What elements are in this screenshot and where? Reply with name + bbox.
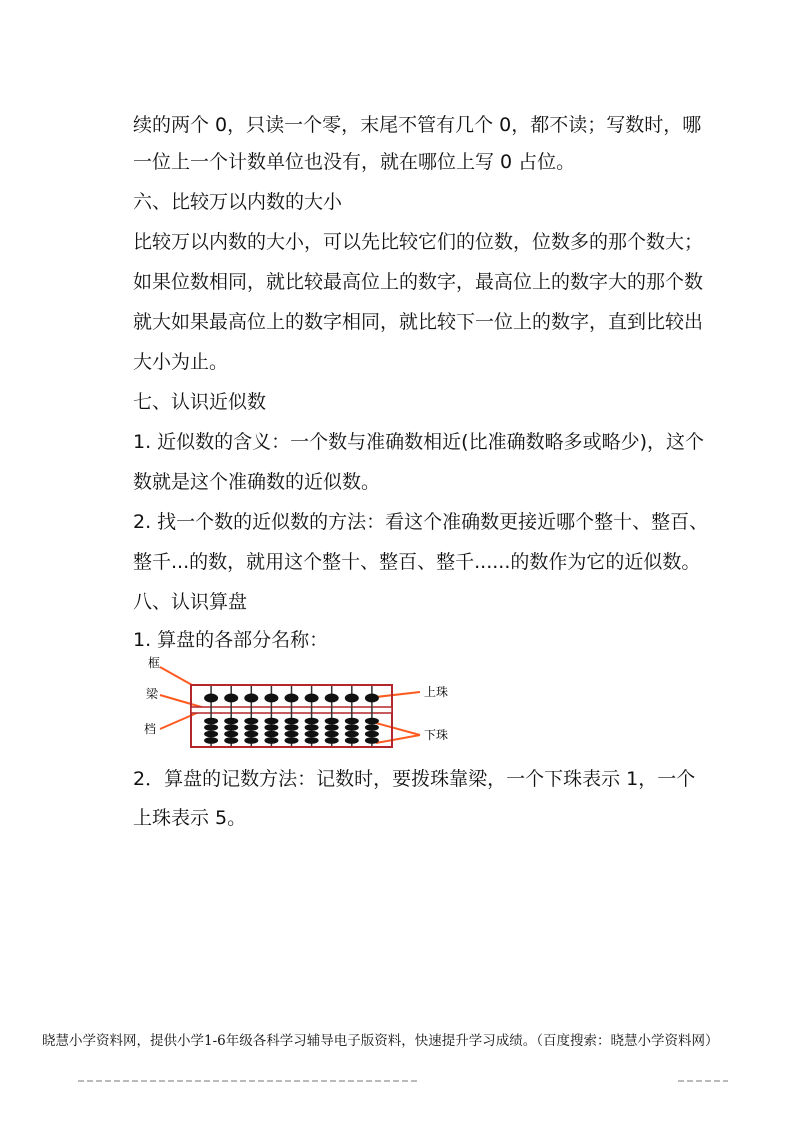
upper-bead <box>345 694 359 703</box>
lower-bead <box>325 731 339 738</box>
text-line-12: 整千...的数，就用这个整十、整百、整千......的数作为它的近似数。 <box>133 551 701 573</box>
upper-bead <box>325 694 339 703</box>
text-line-10: 数就是这个准确数的近似数。 <box>133 471 381 493</box>
upper-bead <box>365 694 379 703</box>
label-frame: 框 <box>148 656 161 670</box>
section-heading-6: 六、比较万以内数的大小 <box>133 191 343 213</box>
lower-bead <box>345 718 359 725</box>
text-line-9: 1. 近似数的含义：一个数与准确数相近(比准确数略多或略少)，这个 <box>133 431 704 453</box>
upper-bead-pointer <box>376 692 420 697</box>
upper-bead <box>204 694 218 703</box>
label-lower-bead: 下珠 <box>424 728 449 742</box>
lower-bead <box>264 724 278 731</box>
lower-bead <box>204 731 218 738</box>
lower-bead <box>345 724 359 731</box>
lower-bead <box>305 718 319 725</box>
frame-pointer <box>160 667 192 685</box>
lower-bead <box>224 718 238 725</box>
lower-bead <box>305 737 319 744</box>
text-line-2: 一位上一个计数单位也没有，就在哪位上写 0 占位。 <box>133 151 576 173</box>
lower-bead <box>365 737 379 744</box>
lower-bead <box>244 724 258 731</box>
lower-bead <box>365 718 379 725</box>
text-line-14: 1. 算盘的各部分名称： <box>133 629 329 651</box>
text-line-4: 比较万以内数的大小，可以先比较它们的位数，位数多的那个数大； <box>133 231 704 253</box>
upper-bead <box>244 694 258 703</box>
lower-bead <box>325 737 339 744</box>
lower-bead-pointer-2 <box>376 735 420 743</box>
lower-bead <box>365 731 379 738</box>
lower-bead <box>264 737 278 744</box>
lower-bead <box>285 737 299 744</box>
text-line-1: 续的两个 0，只读一个零，末尾不管有几个 0，都不读；写数时，哪 <box>133 114 702 136</box>
upper-bead <box>264 694 278 703</box>
lower-bead-pointer-1 <box>376 723 420 735</box>
text-line-after-1: 2．算盘的记数方法：记数时，要拨珠靠梁，一个下珠表示 1，一个 <box>133 768 696 790</box>
lower-bead <box>264 731 278 738</box>
lower-bead <box>204 718 218 725</box>
lower-bead <box>204 724 218 731</box>
lower-bead <box>264 718 278 725</box>
lower-bead <box>244 731 258 738</box>
lower-bead <box>285 731 299 738</box>
upper-bead <box>305 694 319 703</box>
lower-bead <box>224 737 238 744</box>
cut-off-scan-line <box>78 1076 728 1086</box>
lower-bead <box>305 731 319 738</box>
lower-bead <box>285 718 299 725</box>
lower-bead <box>305 724 319 731</box>
lower-bead <box>325 718 339 725</box>
label-upper-bead: 上珠 <box>424 685 449 699</box>
abacus-diagram <box>130 655 460 764</box>
text-line-5: 如果位数相同，就比较最高位上的数字，最高位上的数字大的那个数 <box>133 271 704 293</box>
lower-bead <box>244 737 258 744</box>
lower-bead <box>365 724 379 731</box>
lower-bead <box>204 737 218 744</box>
section-heading-7: 七、认识近似数 <box>133 391 267 413</box>
text-line-6: 就大如果最高位上的数字相同，就比较下一位上的数字，直到比较出 <box>133 311 704 333</box>
label-beam: 梁 <box>146 687 159 701</box>
lower-bead <box>224 731 238 738</box>
lower-bead <box>345 737 359 744</box>
text-line-11: 2. 找一个数的近似数的方法：看这个准确数更接近哪个整十、整百、 <box>133 511 709 533</box>
upper-bead <box>224 694 238 703</box>
section-heading-8: 八、认识算盘 <box>133 591 248 613</box>
text-line-after-2: 上珠表示 5。 <box>133 807 247 829</box>
lower-bead <box>285 724 299 731</box>
label-rod: 档 <box>144 722 157 736</box>
lower-bead <box>345 731 359 738</box>
lower-bead <box>224 724 238 731</box>
lower-bead <box>325 724 339 731</box>
upper-bead <box>285 694 299 703</box>
text-line-7: 大小为止。 <box>133 351 229 373</box>
footer-notice: 晓慧小学资料网，提供小学1-6年级各科学习辅导电子版资料，快速提升学习成绩。（百度搜索：晓慧小学资料网） <box>42 1033 719 1049</box>
lower-bead <box>244 718 258 725</box>
